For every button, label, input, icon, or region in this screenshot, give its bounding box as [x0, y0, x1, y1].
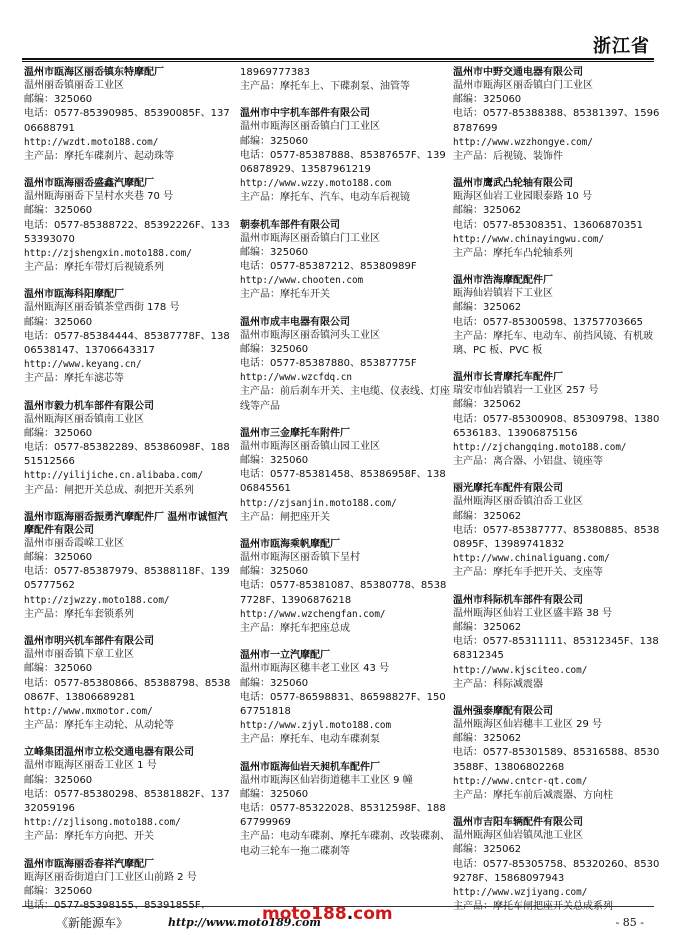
company-detail: 电话：0577-85388388、85381397、15968787699: [453, 108, 660, 134]
company-detail: 瑞安市仙岩镇岩一工业区 257 号: [453, 385, 599, 397]
company-detail: 邮编：325060: [240, 677, 309, 689]
company-entry: [453, 274, 663, 358]
company-detail: 邮编：325060: [24, 205, 93, 217]
company-detail: 邮编：325060: [24, 427, 93, 439]
company-entry: [24, 177, 234, 275]
company-detail: 电话：0577-85387777、85380885、85380895F、13989741832: [453, 524, 660, 551]
company-url[interactable]: http://www.keyang.cn/: [24, 359, 142, 371]
company-detail: 电话：0577-85380866、85388798、85380867F、13806689281: [24, 677, 231, 703]
company-products: 主产品：摩托车闸把座开关总成系列: [453, 901, 613, 913]
company-detail: 邮编：325060: [24, 885, 93, 897]
company-detail: 邮编：325060: [240, 135, 309, 147]
company-detail: 电话：0577-85387888、85387657F、13906878929、13587961219: [240, 149, 446, 176]
company-name: 温州市一立汽摩配厂: [240, 650, 330, 662]
company-detail: 温州市瓯海区穗丰老工业区 43 号: [240, 663, 390, 675]
company-detail: 邮编：325060: [24, 774, 93, 786]
company-products: 主产品：摩托车前后减震器、方向柱: [453, 789, 613, 801]
logo-main: moto188: [262, 904, 347, 924]
company-detail: 邮编：325062: [453, 621, 522, 633]
company-detail: 温州瓯海区仙岩穗丰工业区 29 号: [453, 718, 603, 730]
company-detail: 瓯海区仙岩工业园眼泰路 10 号: [453, 191, 593, 203]
company-detail: 邮编：325060: [240, 566, 309, 578]
company-detail: 温州瓯海区丽岙镇茶堂西街 178 号: [24, 302, 180, 314]
company-products: 主产品：摩托车开关: [240, 289, 330, 301]
company-url[interactable]: http://www.wzchengfan.com/: [240, 608, 386, 620]
company-detail: 邮编：325062: [453, 733, 522, 745]
company-detail: 温州市瓯海区丽岙镇山园工业区: [240, 440, 380, 452]
company-products: 主产品：摩托车套锁系列: [24, 608, 134, 620]
moto188-logo: [262, 904, 393, 924]
company-detail: 18969777383: [240, 67, 310, 78]
company-detail: 温州瓯海区丽岙镇南工业区: [24, 413, 144, 425]
company-products: 主产品：后视镜、装饰件: [453, 151, 563, 163]
company-url[interactable]: http://www.wzzy.moto188.com: [240, 178, 392, 190]
company-detail: 电话：0577-85301589、85316588、85303588F、13806802268: [453, 747, 660, 773]
company-products: 主产品：摩托车碟刹片、起动珠等: [24, 151, 174, 163]
company-url[interactable]: http://zjwzzy.moto188.com/: [24, 594, 170, 606]
company-name: 温州市瓯海丽岙振勇汽摩配件厂 温州市诚恒汽摩配件有限公司: [24, 511, 228, 536]
company-url[interactable]: http://zjsanjin.moto188.com/: [240, 497, 397, 509]
company-entry: [24, 511, 234, 622]
company-entry: [240, 66, 450, 94]
company-products: 主产品：电动车碟刹、摩托车碟刹、改装碟刹、电动三轮车一拖二碟刹等: [240, 831, 450, 857]
header-rule: [22, 58, 654, 60]
company-products: 主产品：摩托车手把开关、支座等: [453, 567, 603, 579]
company-detail: 邮编：325062: [453, 510, 522, 522]
company-detail: 邮编：325062: [453, 844, 522, 856]
province-title: 浙江省: [593, 36, 650, 57]
company-detail: 电话：0577-85381458、85386958F、13806845561: [240, 469, 446, 495]
company-entry: [240, 427, 450, 525]
company-detail: 电话：0577-85382289、85386098F、18851512566: [24, 442, 230, 468]
company-detail: 邮编：325060: [24, 552, 93, 564]
company-detail: 电话：0577-86598831、86598827F、15067751818: [240, 691, 446, 717]
company-entry: [453, 482, 663, 580]
company-name: 温州市瓯海乘帆摩配厂: [240, 539, 340, 551]
footer-url[interactable]: http://www.moto189.com: [168, 916, 321, 929]
company-entry: [240, 316, 450, 414]
company-detail: 电话：0577-85300598、13757703665: [453, 316, 643, 328]
company-url[interactable]: http://www.cntcr-qt.com/: [453, 775, 588, 787]
company-detail: 电话：0577-85380298、85381882F、13732059196: [24, 788, 230, 814]
company-url[interactable]: http://zjshengxin.moto188.com/: [24, 248, 192, 260]
company-detail: 温州瓯海丽岙下呈村水夹巷 70 号: [24, 191, 174, 203]
company-detail: 电话：0577-85384444、85387778F、13806538147、13706643317: [24, 330, 230, 357]
page-number: - 85 -: [615, 916, 644, 929]
company-url[interactable]: http://www.chinaliguang.com/: [453, 553, 610, 565]
company-name: 温州市成丰电器有限公司: [240, 316, 350, 328]
company-detail: 温州瓯海区丽岙镇泊岙工业区: [453, 496, 583, 508]
company-url[interactable]: http://www.chinayingwu.com/: [453, 233, 605, 245]
company-products: 主产品：摩托车主动轮、从动轮等: [24, 720, 174, 732]
company-detail: 温州市瓯海区丽岙工业区 1 号: [24, 760, 157, 772]
company-entry: [24, 288, 234, 386]
logo-dot: .: [346, 904, 354, 924]
company-detail: 邮编：325062: [453, 399, 522, 411]
company-detail: 瓯海仙岩镇岩下工业区: [453, 288, 553, 300]
company-detail: 温州市丽岙镇下章工业区: [24, 649, 134, 661]
company-url[interactable]: http://www.kjsciteo.com/: [453, 664, 588, 676]
company-entry: [240, 107, 450, 205]
company-url[interactable]: http://www.zjyl.moto188.com: [240, 720, 392, 732]
company-products: 主产品：摩托车滤芯等: [24, 373, 124, 385]
company-detail: 主产品：摩托车、电动车、前挡风镜、有机玻璃、PC 板、PVC 板: [453, 330, 653, 357]
company-detail: 邮编：325060: [24, 663, 93, 675]
company-name: 温州市长青摩托车配件厂: [453, 372, 563, 384]
company-name: 温州市明兴机车部件有限公司: [24, 636, 154, 648]
company-detail: 邮编：325060: [24, 94, 93, 106]
company-products: 主产品：摩托车、电动车碟刹泵: [240, 734, 380, 746]
company-entry: [240, 649, 450, 747]
company-detail: 温州丽岙镇丽岙工业区: [24, 80, 124, 91]
company-entry: [24, 400, 234, 498]
company-entry: [453, 66, 663, 164]
company-detail: 温州市瓯海区仙岩街道穗丰工业区 9 幢: [240, 774, 413, 786]
company-detail: 邮编：325062: [453, 205, 522, 217]
company-detail: 温州市瓯海区丽岙镇白门工业区: [240, 232, 380, 244]
company-entry: [453, 705, 663, 803]
company-url[interactable]: http://www.wzcfdq.cn: [240, 372, 352, 384]
company-name: 温州市浩海摩配配件厂: [453, 275, 553, 287]
company-url[interactable]: http://wzdt.moto188.com/: [24, 136, 159, 148]
company-name: 温州市三金摩托车附件厂: [240, 427, 350, 439]
company-products: 主产品：科际减震器: [453, 678, 543, 690]
company-products: 主产品：前后刹车开关、主电缆、仪表线、灯座线等产品: [240, 386, 450, 412]
logo-tld: com: [353, 904, 393, 924]
company-entry: [24, 858, 234, 914]
company-detail: 温州市瓯海区丽岙镇河头工业区: [240, 329, 380, 341]
company-detail: 邮编：325060: [240, 343, 309, 355]
column-1: [24, 66, 234, 926]
column-2: [240, 66, 450, 872]
company-products: 主产品：摩托车上、下碟刹泵、油管等: [240, 81, 410, 93]
company-products: 主产品：闸把开关总成、刹把开关系列: [24, 484, 194, 496]
company-url[interactable]: http://www.wzzhongye.com/: [453, 136, 593, 148]
company-detail: 电话：0577-85387212、85380989F: [240, 261, 417, 273]
company-url[interactable]: http://zjlisong.moto188.com/: [24, 817, 181, 829]
company-products: 主产品：摩托车带灯后视镜系列: [24, 262, 164, 274]
company-detail: 电话：0577-85398155、85391855F、: [24, 899, 211, 911]
company-name: 温州强泰摩配有限公司: [453, 705, 553, 717]
company-detail: 电话：0577-85322028、85312598F、18867799969: [240, 802, 446, 829]
company-name: 立峰集团温州市立松交通电器有限公司: [24, 747, 194, 759]
company-entry: [240, 538, 450, 636]
company-products: 主产品：摩托车凸轮轴系列: [453, 248, 573, 260]
company-name: 温州市瓯海科阳摩配厂: [24, 289, 124, 301]
company-entry: [240, 761, 450, 859]
company-name: 温州市吉阳车辆配件有限公司: [453, 817, 583, 829]
company-name: 丽光摩托车配件有限公司: [453, 483, 563, 495]
company-detail: 邮编：325060: [240, 246, 309, 258]
header-rule-thin: [22, 61, 654, 62]
company-detail: 邮编：325060: [240, 788, 309, 800]
company-url[interactable]: http://www.chooten.com: [240, 275, 364, 287]
company-name: 温州市鹰武凸轮轴有限公司: [453, 178, 573, 190]
company-entry: [453, 594, 663, 692]
company-entry: [453, 371, 663, 469]
company-name: 温州市瓯海仙岩天昶机车配件厂: [240, 761, 380, 773]
company-detail: 邮编：325060: [453, 94, 522, 106]
company-detail: 电话：0577-85311111、85312345F、13868312345: [453, 636, 659, 662]
company-name: 温州市科际机车部件有限公司: [453, 594, 583, 606]
company-name: 温州市中宇机车部件有限公司: [240, 108, 370, 120]
company-detail: 电话：0577-85390985、85390085F、13706688791: [24, 108, 230, 134]
company-detail: 电话：0577-85305758、85320260、85309278F、15868097943: [453, 858, 660, 884]
company-entry: [24, 635, 234, 733]
company-detail: 电话：0577-85381087、85380778、85387728F、13906876218: [240, 580, 447, 606]
column-3: [453, 66, 663, 927]
company-name: 温州市瓯海丽岙春祥汽摩配厂: [24, 858, 154, 870]
company-entry: [240, 219, 450, 303]
company-detail: 瓯海区丽岙街道白门工业区山前路 2 号: [24, 871, 197, 883]
company-name: 温州市瓯海区丽岙镇东特摩配厂: [24, 67, 164, 78]
company-detail: 电话：0577-85388722、85392226F、13353393070: [24, 219, 230, 245]
company-detail: 温州市瓯海区丽岙镇白门工业区: [453, 80, 593, 91]
company-detail: 电话：0577-85387880、85387775F: [240, 358, 417, 370]
company-detail: 邮编：325062: [453, 302, 522, 314]
company-detail: 温州市丽岙霞嵘工业区: [24, 537, 124, 549]
company-entry: [24, 746, 234, 844]
company-products: 主产品：摩托车、汽车、电动车后视镜: [240, 192, 410, 204]
company-url[interactable]: http://yilijiche.cn.alibaba.com/: [24, 470, 204, 482]
company-entry: [453, 177, 663, 261]
company-name: 朝泰机车部件有限公司: [240, 219, 340, 231]
company-detail: 邮编：325060: [240, 455, 309, 467]
company-url[interactable]: http://www.mxmotor.com/: [24, 705, 153, 717]
company-products: 主产品：摩托车把座总成: [240, 623, 350, 635]
company-entry: [453, 816, 663, 914]
company-detail: 温州市瓯海区丽岙镇白门工业区: [240, 121, 380, 133]
company-detail: 温州瓯海区仙岩镇凤池工业区: [453, 830, 583, 842]
company-entry: [24, 66, 234, 164]
company-name: 温州市中野交通电器有限公司: [453, 67, 583, 78]
company-products: 主产品：离合器、小铝盘、镜座等: [453, 456, 603, 468]
company-url[interactable]: http://zjchangqing.moto188.com/: [453, 442, 627, 454]
company-detail: 温州市瓯海区丽岙镇下呈村: [240, 552, 360, 564]
company-detail: 电话：0577-85387979、85388118F、13905777562: [24, 566, 230, 592]
company-detail: 邮编：325060: [24, 316, 93, 328]
company-detail: 电话：0577-85300908、85309798、13806536183、13906875156: [453, 413, 660, 439]
company-products: 主产品：闸把座开关: [240, 511, 330, 523]
company-name: 温州市毅力机车部件有限公司: [24, 400, 154, 412]
company-products: 主产品：摩托车方向把、开关: [24, 831, 154, 843]
company-detail: 温州瓯海区仙岩工业区盛丰路 38 号: [453, 607, 613, 619]
company-name: 温州市瓯海丽岙盛鑫汽摩配厂: [24, 178, 154, 190]
magazine-name: 《新能源车》: [56, 916, 129, 930]
company-detail: 电话：0577-85308351、13606870351: [453, 219, 643, 231]
company-url[interactable]: http://www.wzjiyang.com/: [453, 886, 588, 898]
